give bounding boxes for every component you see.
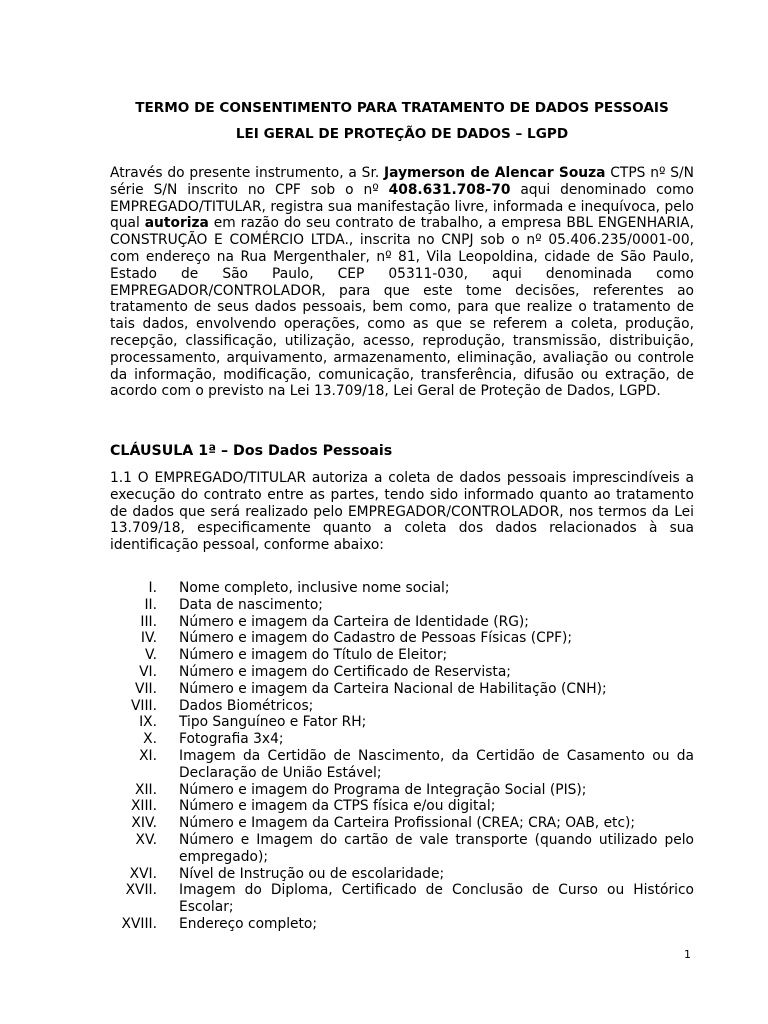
list-item [110, 614, 694, 631]
list-item [110, 698, 694, 715]
list-item-text: Dados Biométricos; [179, 697, 314, 714]
list-item-text: Nível de Instrução ou de escolaridade; [179, 865, 445, 882]
list-item [110, 714, 694, 731]
list-item-number: IX. [139, 714, 157, 731]
list-item-number: XI. [139, 747, 157, 764]
list-item-text: Fotografia 3x4; [179, 731, 284, 748]
list-item-text: Endereço completo; [179, 915, 318, 932]
list-item [110, 681, 694, 698]
page-number: 1 [684, 948, 691, 961]
list-item-text: Número e imagem do Título de Eleitor; [179, 647, 448, 664]
list-item-number: VII. [135, 680, 157, 697]
intro-text-2: CTPS nº S/N série S/N inscrito no CPF sob o nº [110, 165, 694, 198]
document-title: TERMO DE CONSENTIMENTO PARA TRATAMENTO DE DADOS PESSOAIS [135, 100, 669, 116]
list-item-text: Número e imagem da Carteira de Identidade (RG); [179, 613, 529, 630]
list-item-number: XV. [135, 831, 157, 848]
list-item-number: XIV. [131, 815, 157, 832]
list-item [110, 866, 694, 883]
list-item-text: Número e Imagem da Carteira Profissional (CREA; CRA; OAB, etc); [179, 815, 636, 832]
list-item [110, 664, 694, 681]
list-item-text: Nome completo, inclusive nome social; [179, 580, 450, 596]
list-item-text: Número e imagem da Carteira Nacional de Habilitação (CNH); [179, 680, 607, 697]
list-item-text: Imagem da Certidão de Nascimento, da Certidão de Casamento ou da Declaração de União Estável; [179, 747, 694, 781]
intro-paragraph [110, 165, 694, 400]
list-item [110, 882, 694, 916]
intro-text-3: aqui denominado como EMPREGADO/TITULAR, registra sua manifestação livre, informada e inequívoca, pelo qual [110, 181, 694, 232]
clause-heading: CLÁUSULA 1ª – Dos Dados Pessoais [110, 443, 393, 459]
intro-text-1: Através do presente instrumento, a Sr. [110, 165, 385, 181]
list-item [110, 748, 694, 782]
list-item [110, 731, 694, 748]
list-item-text: Imagem do Diploma, Certificado de Conclusão de Curso ou Histórico Escolar; [179, 882, 694, 916]
list-item-number: V. [144, 647, 157, 664]
document-subtitle: LEI GERAL DE PROTEÇÃO DE DADOS – LGPD [235, 126, 569, 142]
list-item-number: XVII. [125, 882, 157, 899]
list-item-text: Data de nascimento; [179, 596, 323, 613]
intro-text-4: em razão do seu contrato de trabalho, a empresa BBL ENGENHARIA, CONSTRUÇÃO E COMÉRCIO LTDA., inscrita no CNPJ sob o nº 05.406.235/0001-00, com endereço na Rua Mergenthaler, nº 81, Vila Leopoldina, cidade de São Paulo, Estado de São Paulo, CEP 05311-030, aqui denominada como EMPREGADOR/CONTROLADOR, para que este tome decisões, referentes ao tratamento de seus dados pessoais, bem como, para que realize o tratamento de tais dados, envolvendo operações, como as que se referem a coleta, produção, recepção, classificação, utilização, acesso, reprodução, transmissão, distribuição, processamento, arquivamento, armazenamento, eliminação, avaliação ou controle da informação, modificação, comunicação, transferência, difusão ou extração, de acordo com o previsto na Lei 13.709/18, Lei Geral de Proteção de Dados, LGPD. [110, 215, 694, 400]
list-item [110, 630, 694, 647]
list-item [110, 580, 694, 597]
data-items-list [110, 580, 694, 933]
list-item [110, 916, 694, 933]
list-item-number: II. [144, 596, 157, 613]
list-item [110, 832, 694, 866]
list-item-number: XVIII. [121, 915, 157, 932]
list-item-number: XII. [135, 781, 157, 798]
list-item [110, 647, 694, 664]
list-item-text: Número e Imagem do cartão de vale transporte (quando utilizado pelo empregado); [179, 831, 694, 865]
list-item [110, 597, 694, 614]
list-item-text: Número e imagem da CTPS física e/ou digital; [179, 798, 496, 815]
list-item [110, 782, 694, 799]
list-item-number: VI. [139, 663, 157, 680]
list-item-text: Número e imagem do Programa de Integração Social (PIS); [179, 781, 587, 798]
clause-paragraph: 1.1 O EMPREGADO/TITULAR autoriza a coleta de dados pessoais imprescindíveis a execução do contrato entre as partes, tendo sido informado quanto ao tratamento de dados que será realizado pelo EMPREGADOR/CONTROLADOR, nos termos da Lei 13.709/18, especificamente quanto a coleta dos dados relacionados à sua identificação pessoal, conforme abaixo: [110, 470, 694, 554]
autoriza-word: autoriza [144, 215, 209, 232]
list-item-number: I. [148, 580, 157, 596]
list-item-number: XVI. [129, 865, 157, 882]
list-item-number: III. [140, 613, 157, 630]
list-item-text: Número e imagem do Certificado de Reservista; [179, 663, 511, 680]
list-item-text: Tipo Sanguíneo e Fator RH; [179, 714, 367, 731]
employee-name: Jaymerson de Alencar Souza [384, 165, 606, 181]
list-item-number: XIII. [130, 798, 157, 815]
list-item-number: X. [143, 731, 157, 748]
list-item-number: IV. [140, 630, 157, 647]
list-item-text: Número e imagem do Cadastro de Pessoas Físicas (CPF); [179, 630, 573, 647]
list-item [110, 798, 694, 815]
employee-cpf: 408.631.708-70 [388, 181, 511, 198]
list-item [110, 815, 694, 832]
list-item-number: VIII. [130, 697, 157, 714]
